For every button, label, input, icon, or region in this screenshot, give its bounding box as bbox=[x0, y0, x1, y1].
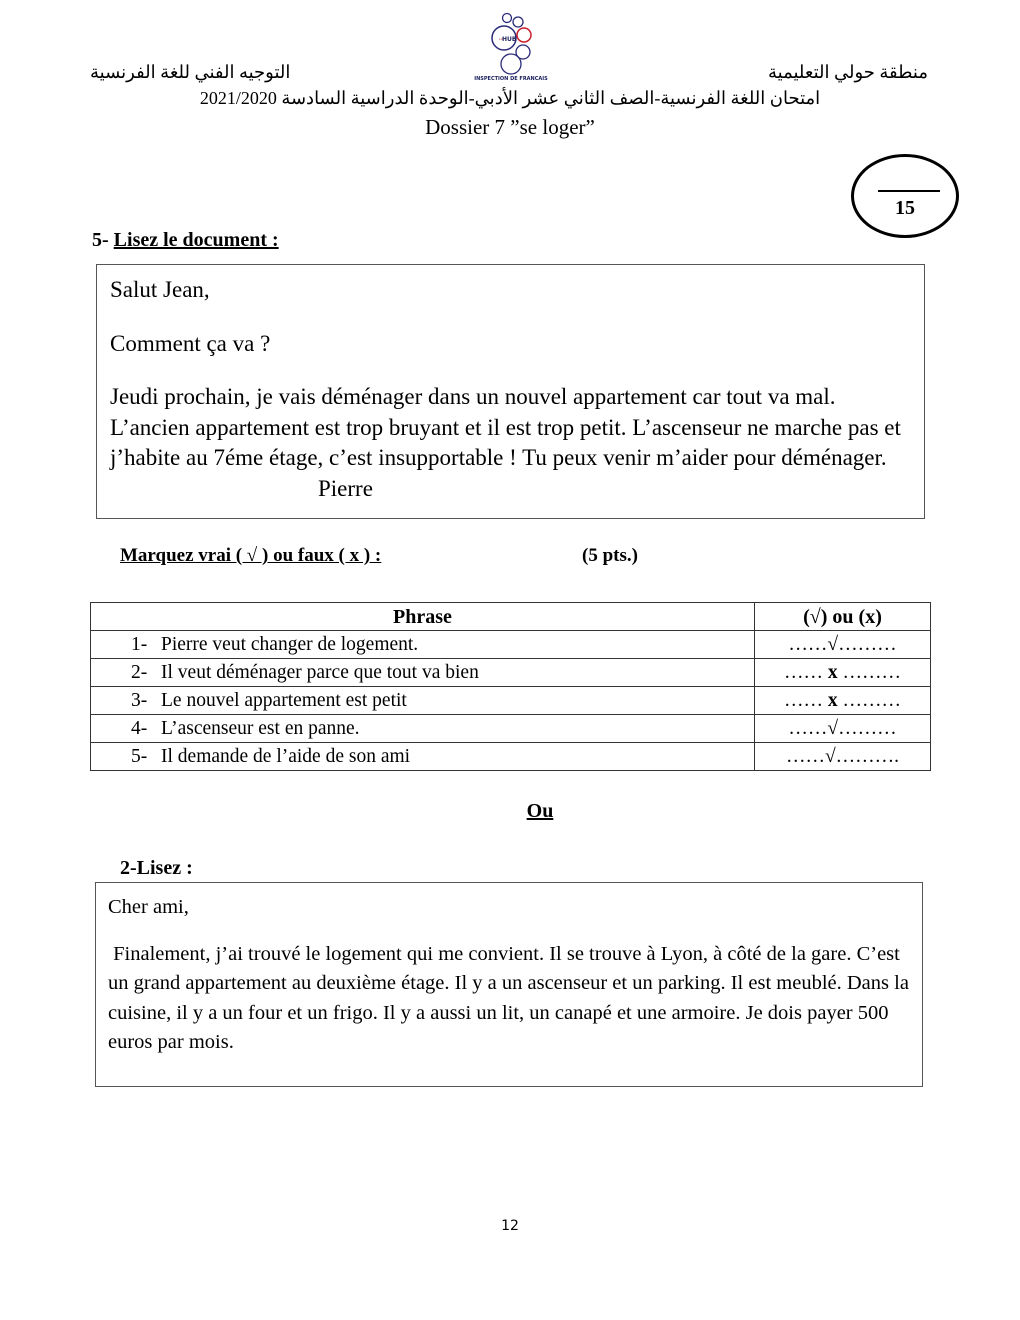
hub-circles-logo-icon bbox=[466, 12, 556, 82]
letter-greeting: Salut Jean, bbox=[110, 277, 210, 302]
check-mark-icon: √ bbox=[824, 745, 836, 767]
score-box bbox=[851, 154, 959, 238]
school-year: 2021/2020 bbox=[199, 88, 277, 108]
phrase-number: 2- bbox=[131, 661, 148, 683]
or-separator: Ou bbox=[526, 800, 554, 822]
phrase-cell bbox=[91, 659, 755, 687]
answer-cell bbox=[755, 743, 931, 771]
table-row bbox=[91, 659, 931, 687]
answer-cell bbox=[755, 715, 931, 743]
letter-signature: Pierre bbox=[318, 475, 373, 501]
true-false-table bbox=[90, 602, 931, 771]
cross-mark-icon: x bbox=[827, 661, 838, 683]
section-5-title: Lisez le document : bbox=[113, 229, 279, 251]
phrase-text: Il veut déménager parce que tout va bien bbox=[161, 661, 479, 683]
answer-dots-after: ……… bbox=[838, 633, 897, 655]
answer-dots-after: ……… bbox=[837, 689, 901, 711]
answer-dots-after: ……… bbox=[838, 717, 897, 739]
answer-dots-before: …… bbox=[788, 633, 828, 655]
answer-cell bbox=[755, 659, 931, 687]
letter-body-text: Jeudi prochain, je vais déménager dans un nouvel appartement car tout va mal. L’ancien appartement est trop bruyant et il est trop petit. L’ascenseur ne marche pas et j’habite au 7éme étage, c’est insupportable ! Tu peux venir m’aider pour déménager. bbox=[110, 384, 901, 470]
table-row bbox=[91, 687, 931, 715]
answer-dots-before: …… bbox=[785, 745, 825, 767]
letter-question: Comment ça va ? bbox=[110, 330, 271, 356]
dossier-title: Dossier 7 ”se loger” bbox=[425, 115, 595, 139]
check-mark-icon: √ bbox=[827, 633, 839, 655]
phrase-number: 3- bbox=[131, 689, 148, 711]
answer-dots-before: …… bbox=[788, 717, 828, 739]
answer-dots-before: …… bbox=[784, 689, 828, 711]
department-header: التوجيه الفني للغة الفرنسية bbox=[90, 62, 291, 82]
logo-badge-text: HUB bbox=[502, 36, 517, 43]
letter2-body: Finalement, j’ai trouvé le logement qui me convient. Il se trouve à Lyon, à côté de la gare. C’est un grand appartement au deuxième étage. Il y a un ascenseur et un parking. Il est meublé. Dans la cuisine, il y a un four et un frigo. Il y a aussi un lit, un canapé et une armoire. Je dois payer 500 euros par mois. bbox=[108, 942, 915, 1053]
score-blank-line bbox=[878, 190, 940, 192]
phrase-cell bbox=[91, 687, 755, 715]
points-label: (5 pts.) bbox=[582, 545, 638, 566]
header-phrase: Phrase bbox=[91, 603, 755, 631]
phrase-number: 5- bbox=[131, 745, 148, 767]
region-header: منطقة حولي التعليمية bbox=[768, 62, 928, 82]
answer-cell bbox=[755, 631, 931, 659]
letter-box-cher-ami bbox=[95, 882, 923, 1087]
section-5-number: 5- bbox=[92, 229, 109, 251]
section-5-heading bbox=[92, 229, 279, 252]
cross-mark-icon: x bbox=[827, 689, 838, 711]
exam-title-arabic: امتحان اللغة الفرنسية-الصف الثاني عشر الأدبي-الوحدة الدراسية السادسة bbox=[281, 88, 821, 108]
letter-box-pierre bbox=[96, 264, 925, 519]
table-row bbox=[91, 631, 931, 659]
answer-dots-before: …… bbox=[784, 661, 828, 683]
letter-body bbox=[110, 382, 910, 504]
phrase-text: Le nouvel appartement est petit bbox=[161, 689, 407, 711]
true-false-instruction: Marquez vrai ( √ ) ou faux ( x ) : bbox=[120, 545, 382, 566]
logo-badge-prefix: LA bbox=[499, 37, 503, 41]
phrase-cell bbox=[91, 631, 755, 659]
answer-cell bbox=[755, 687, 931, 715]
letter2-greeting: Cher ami, bbox=[108, 896, 189, 918]
answer-dots-after: ………. bbox=[835, 745, 900, 767]
score-total: 15 bbox=[895, 197, 915, 219]
exam-title bbox=[0, 88, 1020, 109]
answer-dots-after: ……… bbox=[837, 661, 901, 683]
phrase-text: L’ascenseur est en panne. bbox=[161, 717, 360, 739]
phrase-number: 1- bbox=[131, 633, 148, 655]
logo-caption: INSPECTION DE FRANCAIS bbox=[474, 76, 548, 82]
check-mark-icon: √ bbox=[827, 717, 839, 739]
phrase-text: Pierre veut changer de logement. bbox=[161, 633, 419, 655]
table-header-row bbox=[91, 603, 931, 631]
page-number: 12 bbox=[501, 1218, 519, 1234]
phrase-text: Il demande de l’aide de son ami bbox=[161, 745, 411, 767]
table-row bbox=[91, 715, 931, 743]
header-answer: (√) ou (x) bbox=[755, 603, 931, 631]
table-row bbox=[91, 743, 931, 771]
section-2-heading: 2-Lisez : bbox=[120, 857, 193, 879]
phrase-cell bbox=[91, 715, 755, 743]
phrase-number: 4- bbox=[131, 717, 148, 739]
phrase-cell bbox=[91, 743, 755, 771]
